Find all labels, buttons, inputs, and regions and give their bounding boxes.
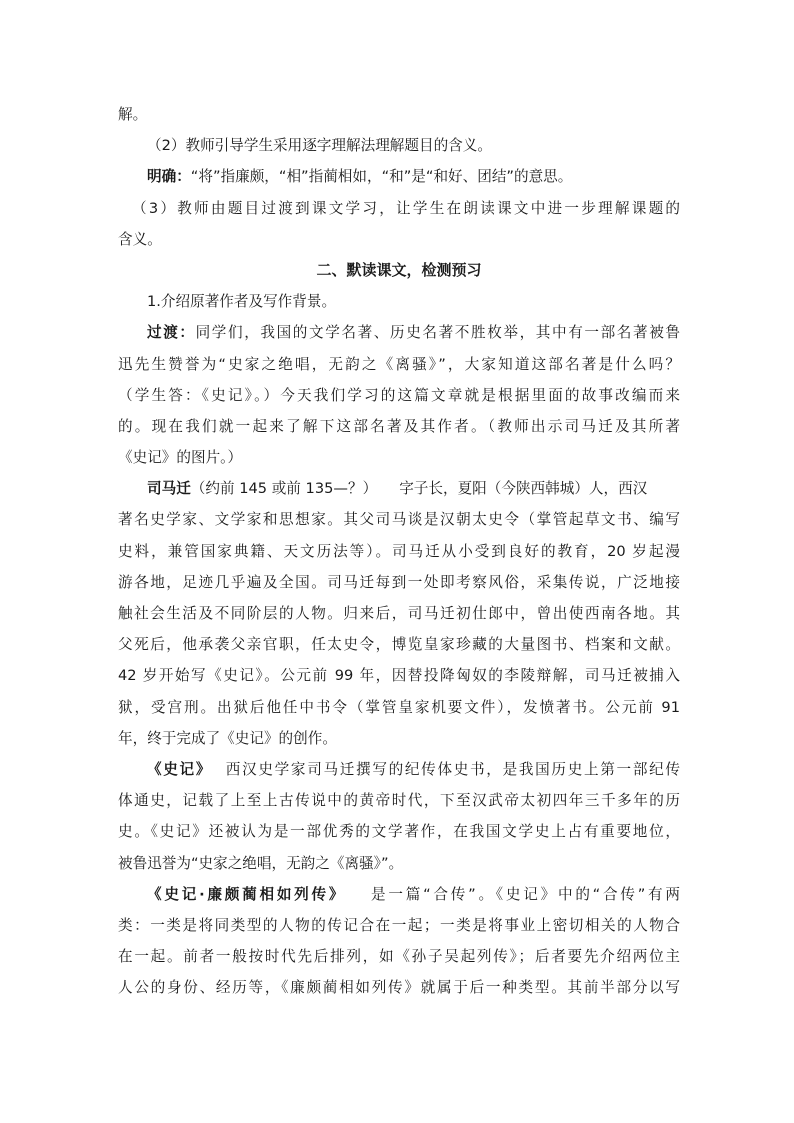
paragraph-line: 含义。	[118, 230, 162, 248]
paragraph-line: 被鲁迅誉为“史家之绝唱，无韵之《离骚》”。	[118, 854, 404, 872]
paragraph-line: 史料，兼管国家典籍、天文历法等）。司马迁从小受到良好的教育，20 岁起漫	[118, 542, 680, 560]
paragraph-line: 《史记》 西汉史学家司马迁撰写的纪传体史书，是我国历史上第一部纪传	[147, 760, 680, 778]
section-heading: 二、默读课文，检测预习	[316, 260, 482, 279]
paragraph-line: 《史记》的图片。）	[118, 449, 243, 467]
paragraph-line: 《史记·廉颇蔺相如列传》 是一篇“合传”。《史记》中的“合传”有两	[147, 885, 681, 903]
label-shiji: 《史记》	[147, 760, 213, 778]
paragraph-line: 体通史，记载了上至上古传说中的黄帝时代，下至汉武帝太初四年三千多年的历	[118, 792, 680, 810]
paragraph-line: 史。《史记》还被认为是一部优秀的文学著作，在我国文学史上占有重要地位，	[118, 823, 680, 841]
paragraph-line: 解。	[118, 106, 148, 123]
paragraph-line: 明确：“将”指廉颇，“相”指蔺相如，“和”是“和好、团结”的意思。	[147, 168, 573, 186]
paragraph-line: 年，终于完成了《史记》的创作。	[118, 729, 337, 747]
paragraph-line: 人公的身份、经历等，《廉颇蔺相如列传》就属于后一种类型。其前半部分以写	[118, 979, 680, 997]
label-liezhuan: 《史记·廉颇蔺相如列传》	[147, 885, 347, 903]
paragraph-line: 游各地，足迹几乎遍及全国。司马迁每到一处即考察风俗，采集传说，广泛地接	[118, 573, 680, 591]
label-guodu: 过渡：	[147, 324, 196, 342]
label-mingque: 明确：	[147, 168, 191, 186]
paragraph-line: （3）教师由题目过渡到课文学习，让学生在朗读课文中进一步理解课题的	[132, 199, 680, 217]
paragraph-line: 触社会生活及不同阶层的人物。归来后，司马迁初仕郎中，曾出使西南各地。其	[118, 605, 680, 622]
paragraph-line: 1.介绍原著作者及写作背景。	[147, 293, 337, 311]
paragraph-line: 狱，受宫刑。出狱后他任中书令（掌管皇家机要文件），发愤著书。公元前 91	[118, 698, 680, 716]
paragraph-line: 迅先生赞誉为“史家之绝唱，无韵之《离骚》”，大家知道这部名著是什么吗？	[118, 355, 680, 373]
paragraph-line: 著名史学家、文学家和思想家。其父司马谈是汉朝太史令（掌管起草文书、编写	[118, 511, 680, 529]
paragraph-line: 在一起。前者一般按时代先后排列，如《孙子吴起列传》；后者要先介绍两位主	[118, 948, 680, 966]
paragraph-line: 42 岁开始写《史记》。公元前 99 年，因替投降匈奴的李陵辩解，司马迁被捕入	[118, 667, 680, 685]
paragraph-line: 类：一类是将同类型的人物的传记合在一起；一类是将事业上密切相关的人物合	[118, 916, 680, 934]
paragraph-line: 司马迁（约前 145 或前 135—？） 字子长，夏阳（今陕西韩城）人，西汉	[147, 480, 648, 498]
label-simaqian: 司马迁	[147, 480, 191, 498]
paragraph-line: 过渡：同学们，我国的文学名著、历史名著不胜枚举，其中有一部名著被鲁	[147, 324, 680, 342]
paragraph-line: （2）教师引导学生采用逐字理解法理解题目的含义。	[147, 137, 492, 155]
paragraph-line: 父死后，他承袭父亲官职，任太史令，博览皇家珍藏的大量图书、档案和文献。	[118, 636, 680, 654]
paragraph-line: 的。现在我们就一起来了解下这部名著及其作者。（教师出示司马迁及其所著	[118, 417, 680, 435]
document-page	[118, 99, 680, 1003]
paragraph-line: （学生答：《史记》。）今天我们学习的这篇文章就是根据里面的故事改编而来	[118, 386, 680, 404]
